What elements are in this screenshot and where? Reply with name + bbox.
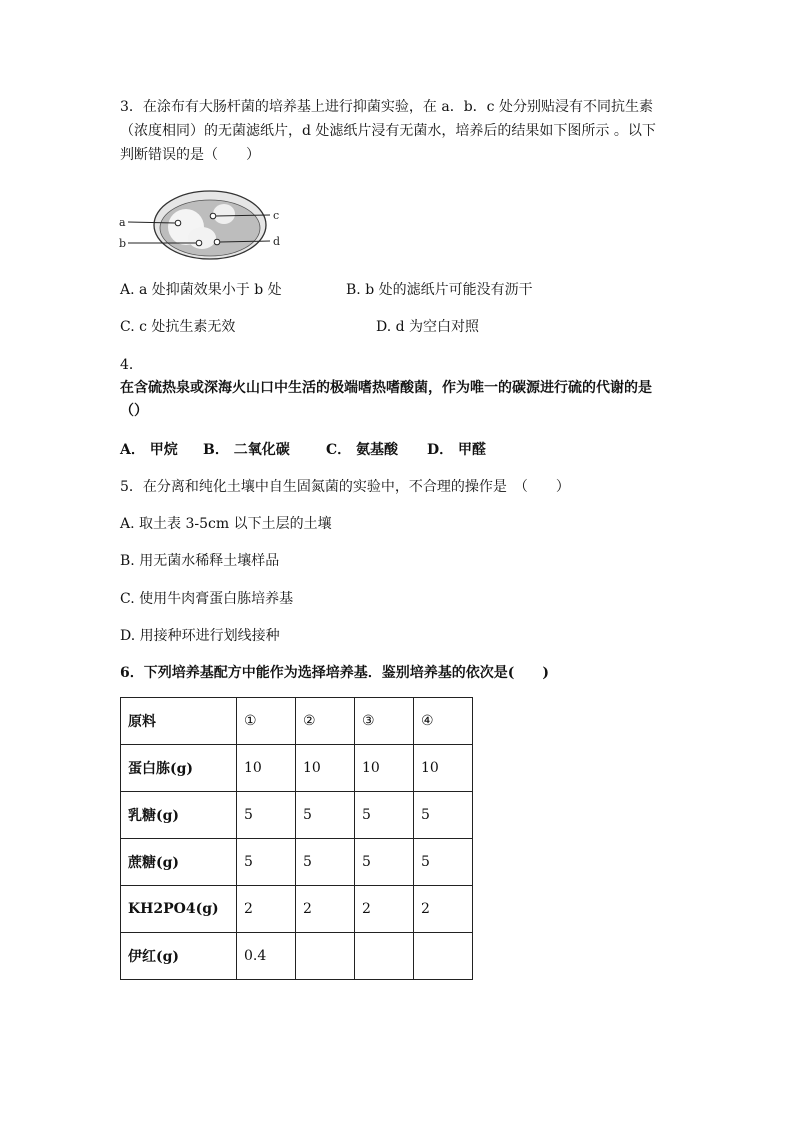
table-cell: 5 <box>296 839 355 886</box>
table-cell: 2 <box>296 886 355 933</box>
table-cell: 10 <box>414 745 473 792</box>
filter-disc-c <box>210 213 216 219</box>
table-cell: 5 <box>414 792 473 839</box>
table-row <box>121 933 473 980</box>
q5-option-b: B. 用无菌水稀释土壤样品 <box>120 553 280 569</box>
table-cell <box>414 933 473 980</box>
table-row <box>121 792 473 839</box>
q4-stem: 在含硫热泉或深海火山口中生活的极端嗜热嗜酸菌，作为唯一的碳源进行硫的代谢的是 <box>120 380 652 396</box>
table-cell: 0.4 <box>237 933 296 980</box>
q5-option-c: C. 使用牛肉膏蛋白胨培养基 <box>120 591 294 607</box>
q3-stem-line-1: 3．在涂布有大肠杆菌的培养基上进行抑菌实验，在 a．b．c 处分别贴浸有不同抗生素 <box>120 99 653 115</box>
figure-label-b: b <box>119 237 127 250</box>
q4-options <box>120 440 486 460</box>
q3-option-c: C. c 处抗生素无效 <box>120 319 236 335</box>
figure-label-c: c <box>273 209 280 222</box>
table-cell: 10 <box>237 745 296 792</box>
table-cell: 蛋白胨(g) <box>121 745 237 792</box>
inhibition-zone-c <box>213 204 235 224</box>
table-cell: 2 <box>237 886 296 933</box>
table-row <box>121 745 473 792</box>
q3-option-b: B. b 处的滤纸片可能没有沥干 <box>346 282 533 298</box>
q3-stem-line-2: （浓度相同）的无菌滤纸片，d 处滤纸片浸有无菌水，培养后的结果如下图所示 。以下 <box>120 123 656 139</box>
table-header-cell: ② <box>296 698 355 745</box>
q3-option-a: A. a 处抑菌效果小于 b 处 <box>120 282 282 298</box>
q5-option-a: A. 取土表 3-5cm 以下土层的土壤 <box>120 516 332 532</box>
q4-option-b: B． 二氧化碳 <box>203 442 290 458</box>
filter-disc-b <box>196 240 202 246</box>
table-cell: KH2PO4(g) <box>121 886 237 933</box>
q5-option-d: D. 用接种环进行划线接种 <box>120 628 280 644</box>
inhibition-zone-b <box>188 227 216 249</box>
table-cell: 5 <box>355 792 414 839</box>
table-cell: 5 <box>237 792 296 839</box>
q4-option-d: D． 甲醛 <box>427 442 487 458</box>
q6-stem: 6．下列培养基配方中能作为选择培养基．鉴别培养基的依次是( ) <box>120 665 549 681</box>
filter-disc-d <box>214 239 220 245</box>
table-cell: 5 <box>414 839 473 886</box>
filter-disc-a <box>175 220 181 226</box>
q4-number: 4． <box>120 357 143 373</box>
table-cell: 伊红(g) <box>121 933 237 980</box>
table-row <box>121 886 473 933</box>
table-cell: 10 <box>355 745 414 792</box>
table-cell: 蔗糖(g) <box>121 839 237 886</box>
table-cell: 5 <box>237 839 296 886</box>
q5-stem: 5．在分离和纯化土壤中自生固氮菌的实验中，不合理的操作是 （ ） <box>120 479 570 495</box>
table-header-cell: 原料 <box>121 698 237 745</box>
table-header-cell: ④ <box>414 698 473 745</box>
table-cell <box>296 933 355 980</box>
figure-label-a: a <box>119 216 126 229</box>
q3-stem-line-3: 判断错误的是（ ） <box>120 147 260 163</box>
q4-option-c: C． 氨基酸 <box>326 442 399 458</box>
table-row <box>121 839 473 886</box>
q4-option-a: A． 甲烷 <box>120 442 178 458</box>
table-cell: 5 <box>296 792 355 839</box>
table-header-row <box>121 698 473 745</box>
table-cell: 2 <box>414 886 473 933</box>
q3-option-d: D. d 为空白对照 <box>376 319 480 335</box>
table-cell: 10 <box>296 745 355 792</box>
table-cell: 2 <box>355 886 414 933</box>
table-cell <box>355 933 414 980</box>
table-header-cell: ③ <box>355 698 414 745</box>
figure-label-d: d <box>273 235 281 248</box>
table-header-cell: ① <box>237 698 296 745</box>
table-cell: 5 <box>355 839 414 886</box>
medium-recipe-table <box>120 697 473 980</box>
petri-dish-figure <box>118 188 300 268</box>
q4-paren: （） <box>120 403 148 419</box>
table-cell: 乳糖(g) <box>121 792 237 839</box>
